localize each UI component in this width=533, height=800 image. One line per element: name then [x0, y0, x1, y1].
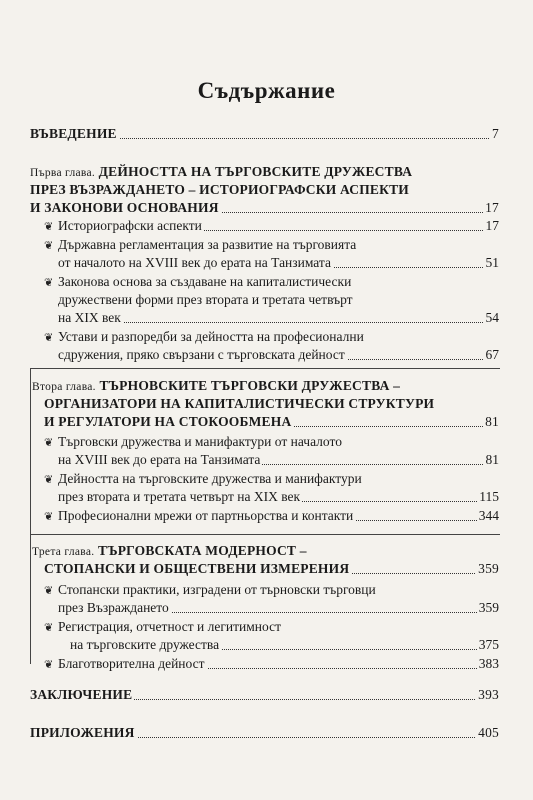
toc-entry-3-2-line-2[interactable]: на търговските дружества 375	[70, 637, 499, 652]
entry-page: 17	[485, 200, 499, 215]
toc-entry-1-2-line-1[interactable]: ❦ Държавна регламентация за развитие на търговията	[44, 236, 499, 254]
toc-entry-3-2-line-1[interactable]: ❦ Регистрация, отчетност и легитимност	[44, 618, 499, 636]
ornament-bullet-icon: ❦	[44, 437, 54, 449]
ornament-bullet-icon: ❦	[44, 277, 54, 289]
chapter-divider	[30, 368, 500, 369]
toc-entry-2-2-line-1[interactable]: ❦ Дейността на търговските дружества и манифактури	[44, 470, 499, 488]
entry-page: 81	[485, 414, 499, 429]
chapter-3-title-line-1[interactable]	[32, 542, 499, 560]
toc-entry-1-3-line-3[interactable]: на XIX век 54	[58, 310, 499, 325]
chapter-title: ТЪРНОВСКИТЕ ТЪРГОВСКИ ДРУЖЕСТВА –	[99, 378, 401, 393]
toc-entry-appendix[interactable]	[30, 724, 499, 742]
toc-entry-2-3[interactable]: ❦ Професионални мрежи от партньорства и контакти 344	[44, 507, 499, 525]
toc-entry-2-2-line-2[interactable]: през втората и третата четвърт на XIX век 115	[58, 489, 499, 504]
ornament-bullet-icon: ❦	[44, 622, 54, 634]
chapter-1-title-line-3[interactable]: И ЗАКОНОВИ ОСНОВАНИЯ 17	[30, 200, 499, 215]
chapter-1-title-line-2: ПРЕЗ ВЪЗРАЖДАНЕТО – ИСТОРИОГРАФСКИ АСПЕКТИ	[30, 182, 410, 197]
ornament-bullet-icon: ❦	[44, 221, 54, 233]
chapter-2-title-line-1[interactable]	[32, 377, 499, 395]
chapter-3-title-line-2[interactable]: СТОПАНСКИ И ОБЩЕСТВЕНИ ИЗМЕРЕНИЯ 359	[44, 561, 499, 576]
entry-label: ПРИЛОЖЕНИЯ	[30, 725, 135, 740]
chapter-title: ДЕЙНОСТТА НА ТЪРГОВСКИТЕ ДРУЖЕСТВА	[98, 164, 413, 179]
chapter-label: Трета глава.	[32, 546, 95, 558]
toc-entry-1-4-line-1[interactable]: ❦ Устави и разпоредби за дейността на професионални	[44, 328, 499, 346]
chapter-divider	[30, 534, 500, 535]
entry-page: 393	[478, 687, 499, 702]
entry-page: 405	[478, 725, 499, 740]
chapter-bracket	[30, 368, 31, 534]
ornament-bullet-icon: ❦	[44, 659, 54, 671]
chapter-2-title-line-3[interactable]: И РЕГУЛАТОРИ НА СТОКООБМЕНА 81	[44, 414, 499, 429]
toc-entry-1-2-line-2[interactable]: от началото на XVIII век до ерата на Танзимата 51	[58, 255, 499, 270]
chapter-title: ТЪРГОВСКАТА МОДЕРНОСТ –	[98, 543, 307, 558]
toc-entry-1-1[interactable]: ❦ Историографски аспекти 17	[44, 217, 499, 235]
toc-entry-conclusion[interactable]	[30, 686, 499, 704]
ornament-bullet-icon: ❦	[44, 240, 54, 252]
entry-label: ВЪВЕДЕНИЕ	[30, 126, 117, 141]
chapter-label: Втора глава.	[32, 381, 96, 393]
entry-page: 7	[492, 126, 499, 141]
entry-label: ЗАКЛЮЧЕНИЕ	[30, 687, 133, 702]
chapter-bracket	[30, 534, 31, 664]
ornament-bullet-icon: ❦	[44, 332, 54, 344]
toc-entry-3-1-line-2[interactable]: през Възраждането 359	[58, 600, 499, 615]
chapter-1-title-line-1[interactable]	[30, 163, 499, 181]
ornament-bullet-icon: ❦	[44, 585, 54, 597]
toc-entry-introduction[interactable]	[30, 125, 499, 143]
toc-entry-1-4-line-2[interactable]: сдружения, пряко свързани с търговската дейност 67	[58, 347, 499, 362]
toc-entry-1-3-line-2: дружествени форми през втората и третата четвърт	[58, 292, 353, 307]
toc-entry-2-1-line-1[interactable]: ❦ Търговски дружества и манифактури от началото	[44, 433, 499, 451]
toc-entry-1-3-line-1[interactable]: ❦ Законова основа за създаване на капиталистически	[44, 273, 499, 291]
toc-entry-2-1-line-2[interactable]: на XVIII век до ерата на Танзимата 81	[58, 452, 499, 467]
page-title: Съдържание	[197, 78, 336, 103]
chapter-2-title-line-2: ОРГАНИЗАТОРИ НА КАПИТАЛИСТИЧЕСКИ СТРУКТУРИ	[44, 396, 435, 411]
ornament-bullet-icon: ❦	[44, 474, 54, 486]
toc-entry-3-3[interactable]: ❦ Благотворителна дейност 383	[44, 655, 499, 673]
chapter-label: Първа глава.	[30, 167, 96, 179]
entry-page: 359	[478, 561, 499, 576]
toc-entry-3-1-line-1[interactable]: ❦ Стопански практики, изградени от търновски търговци	[44, 581, 499, 599]
ornament-bullet-icon: ❦	[44, 511, 54, 523]
